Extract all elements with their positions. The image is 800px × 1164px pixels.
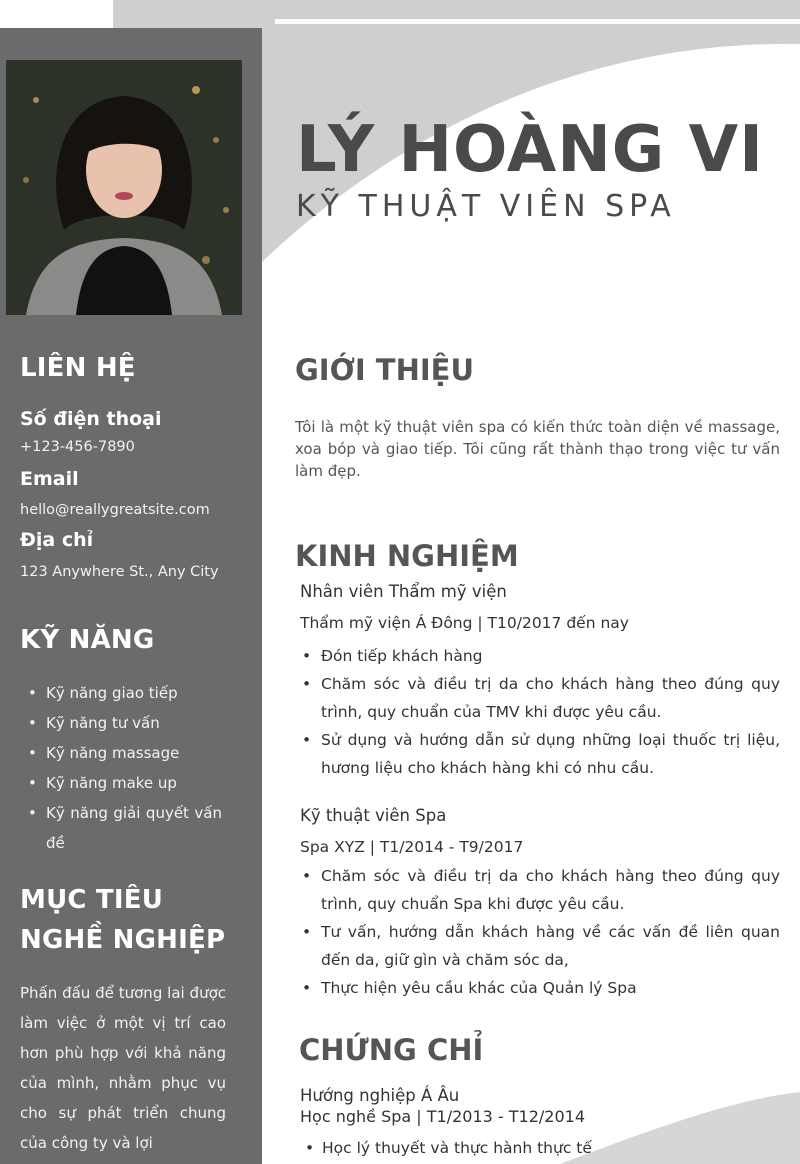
objective-text: Phấn đấu để tương lai được làm việc ở một vị trí cao hơn phù hợp với khả năng của mình, nhằm phục vụ cho sự phát triển chung của công ty và lợi: [20, 984, 226, 1152]
contact-heading: LIÊN HỆ: [20, 353, 136, 383]
address-label: Địa chỉ: [20, 529, 94, 551]
list-item: • Tư vấn, hướng dẫn khách hàng về các vấn đề liên quan đến da, giữ gìn và chăm sóc da,: [300, 918, 780, 974]
job-company: Thẩm mỹ viện Á Đông | T10/2017 đến nay: [300, 614, 629, 632]
intro-heading: GIỚI THIỆU: [295, 353, 475, 387]
certificate-school: Học nghề Spa | T1/2013 - T12/2014: [300, 1107, 585, 1126]
address-value: 123 Anywhere St., Any City: [20, 564, 219, 580]
certificate-duties: [305, 1136, 775, 1160]
phone-value: +123-456-7890: [20, 439, 135, 455]
list-item: • Kỹ năng make up: [22, 768, 222, 798]
job-role: Kỹ thuật viên Spa: [300, 806, 447, 825]
list-item: • Kỹ năng tư vấn: [22, 708, 222, 738]
list-item: • Kỹ năng giao tiếp: [22, 678, 222, 708]
phone-label: Số điện thoại: [20, 408, 162, 430]
list-item: • Kỹ năng giải quyết vấn đề: [22, 798, 222, 858]
top-divider-line: [275, 19, 800, 24]
experience-heading: KINH NGHIỆM: [295, 539, 519, 573]
intro-text: Tôi là một kỹ thuật viên spa có kiến thức toàn diện về massage, xoa bóp và giao tiếp. Tôi cũng rất thành thạo trong việc tư vấn làm đẹp.: [295, 418, 780, 480]
skills-list: [22, 678, 222, 858]
certificate-name: Hướng nghiệp Á Âu: [300, 1086, 460, 1105]
objective-heading-line1: MỤC TIÊU: [20, 885, 164, 915]
list-item: • Sử dụng và hướng dẫn sử dụng những loại thuốc trị liệu, hương liệu cho khách hàng khi có nhu cầu.: [300, 726, 780, 782]
objective-heading-line2: NGHỀ NGHIỆP: [20, 925, 226, 955]
email-value: hello@reallygreatsite.com: [20, 502, 210, 518]
certificates-heading: CHỨNG CHỈ: [299, 1033, 484, 1067]
list-item: • Chăm sóc và điều trị da cho khách hàng theo đúng quy trình, quy chuẩn của TMV khi được yêu cầu.: [300, 670, 780, 726]
skills-heading: KỸ NĂNG: [20, 625, 155, 655]
list-item: • Kỹ năng massage: [22, 738, 222, 768]
list-item: • Chăm sóc và điều trị da cho khách hàng theo đúng quy trình, quy chuẩn Spa khi được yêu cầu.: [300, 862, 780, 918]
job-company: Spa XYZ | T1/2014 - T9/2017: [300, 838, 524, 856]
job-title: KỸ THUẬT VIÊN SPA: [296, 189, 676, 224]
corner-white-block: [0, 0, 113, 28]
list-item: • Thực hiện yêu cầu khác của Quản lý Spa: [300, 974, 780, 1002]
list-item: • Học lý thuyết và thực hành thực tế: [305, 1136, 775, 1160]
list-item: • Đón tiếp khách hàng: [300, 642, 780, 670]
job-duties: [300, 642, 780, 782]
profile-photo: [6, 60, 242, 315]
person-name: LÝ HOÀNG VI: [296, 113, 764, 187]
job-duties: [300, 862, 780, 1002]
email-label: Email: [20, 468, 79, 490]
job-role: Nhân viên Thẩm mỹ viện: [300, 582, 507, 601]
